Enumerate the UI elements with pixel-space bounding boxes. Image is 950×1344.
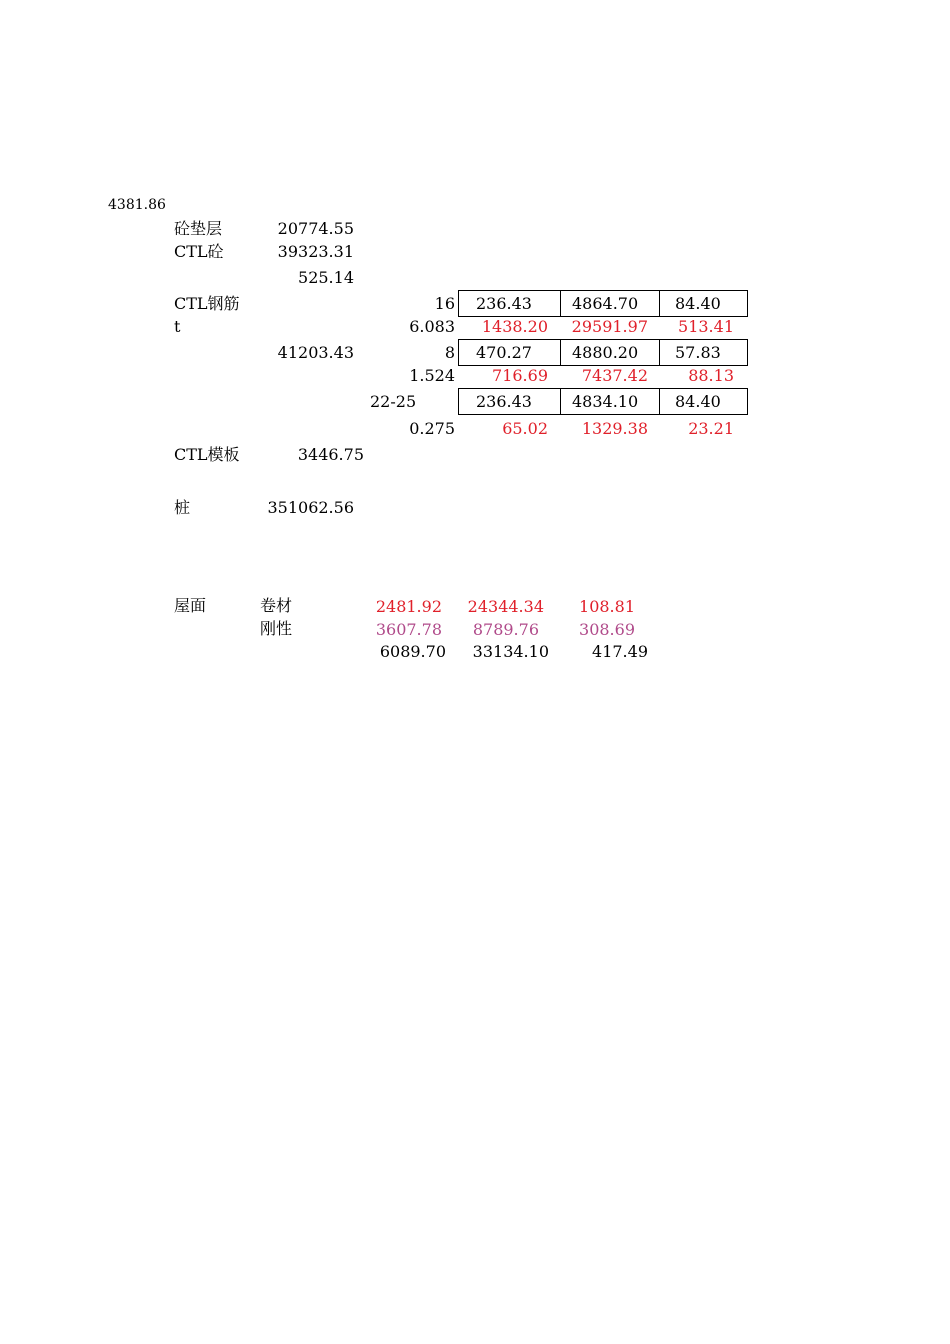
rebar-total-value: 29591.97 xyxy=(571,317,648,336)
box-divider xyxy=(659,388,660,415)
rebar-boxed-value: 236.43 xyxy=(476,392,532,411)
rebar-boxed-value: 4880.20 xyxy=(572,343,639,362)
label-concrete-cushion: 砼垫层 xyxy=(174,219,223,238)
rebar-total-value: 513.41 xyxy=(678,317,734,336)
top-value: 4381.86 xyxy=(108,197,166,213)
label-ctl-concrete: CTL砼 xyxy=(174,242,224,261)
rebar-boxed-value: 84.40 xyxy=(675,294,721,313)
rebar-boxed-value: 236.43 xyxy=(476,294,532,313)
rebar-total-value: 23.21 xyxy=(688,419,734,438)
roof-value: 8789.76 xyxy=(472,620,539,639)
rebar-total-value: 1329.38 xyxy=(581,419,648,438)
box-divider xyxy=(560,339,561,366)
roof-total-value: 33134.10 xyxy=(472,642,549,661)
value-ctl-concrete: 39323.31 xyxy=(277,242,354,261)
box-divider xyxy=(560,290,561,317)
rebar-spec: 8 xyxy=(444,343,455,362)
value-concrete-cushion: 20774.55 xyxy=(277,219,354,238)
rebar-weight: 6.083 xyxy=(409,317,455,336)
rebar-total-value: 7437.42 xyxy=(581,366,648,385)
rebar-boxed-value: 84.40 xyxy=(675,392,721,411)
label-ctl-formwork: CTL模板 xyxy=(174,445,240,464)
rebar-boxed-value: 470.27 xyxy=(476,343,532,362)
box-divider xyxy=(560,388,561,415)
label-roof: 屋面 xyxy=(174,596,207,615)
label-unit-t: t xyxy=(174,317,181,336)
roof-total-value: 417.49 xyxy=(592,642,648,661)
rebar-total-value: 1438.20 xyxy=(481,317,548,336)
box-divider xyxy=(659,339,660,366)
value-extra: 525.14 xyxy=(298,268,354,287)
rebar-total-value: 88.13 xyxy=(688,366,734,385)
roof-value: 24344.34 xyxy=(467,597,544,616)
roof-value: 308.69 xyxy=(579,620,635,639)
box-divider xyxy=(659,290,660,317)
rebar-spec: 22-25 xyxy=(370,392,417,411)
label-roof-membrane: 卷材 xyxy=(260,596,293,615)
rebar-total-value: 716.69 xyxy=(492,366,548,385)
value-rebar-total: 41203.43 xyxy=(277,343,354,362)
roof-value: 3607.78 xyxy=(375,620,442,639)
roof-value: 2481.92 xyxy=(375,597,442,616)
rebar-boxed-value: 4864.70 xyxy=(572,294,639,313)
label-ctl-rebar: CTL钢筋 xyxy=(174,294,240,313)
value-pile: 351062.56 xyxy=(267,498,354,517)
value-ctl-formwork: 3446.75 xyxy=(297,445,364,464)
roof-total-value: 6089.70 xyxy=(379,642,446,661)
rebar-spec: 16 xyxy=(434,294,455,313)
rebar-weight: 0.275 xyxy=(409,419,455,438)
rebar-boxed-value: 4834.10 xyxy=(572,392,639,411)
rebar-boxed-value: 57.83 xyxy=(675,343,721,362)
label-pile: 桩 xyxy=(174,498,191,517)
label-roof-rigid: 刚性 xyxy=(260,619,293,638)
rebar-total-value: 65.02 xyxy=(502,419,548,438)
rebar-weight: 1.524 xyxy=(409,366,455,385)
roof-value: 108.81 xyxy=(579,597,635,616)
